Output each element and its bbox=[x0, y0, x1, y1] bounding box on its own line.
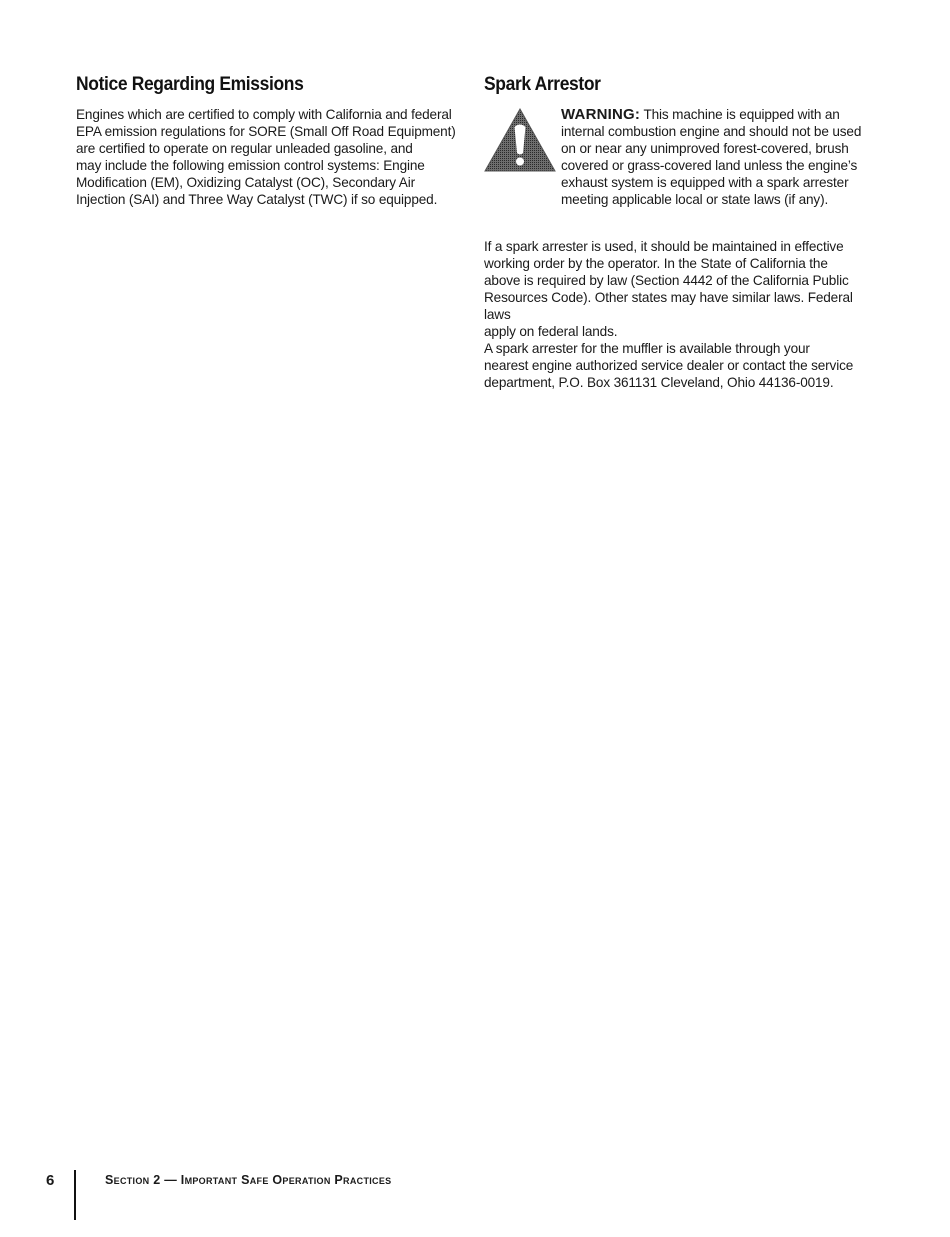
emissions-line: are certified to operate on regular unleaded gasoline, and bbox=[76, 141, 413, 156]
warning-label: WARNING: bbox=[561, 106, 641, 123]
paragraph-line: above is required by law (Section 4442 of the California Public bbox=[484, 273, 849, 288]
section-title: Section 2 — Important Safe Operation Practices bbox=[105, 1173, 392, 1187]
emissions-line: may include the following emission control systems: Engine bbox=[76, 158, 425, 173]
warning-line: internal combustion engine and should not be used bbox=[561, 124, 862, 139]
emissions-line: EPA emission regulations for SORE (Small Off Road Equipment) bbox=[76, 124, 456, 139]
paragraph-line: working order by the operator. In the State of California the bbox=[484, 256, 828, 271]
emissions-heading: Notice Regarding Emissions bbox=[76, 74, 304, 95]
emissions-line: Modification (EM), Oxidizing Catalyst (OC), Secondary Air bbox=[76, 175, 415, 190]
emissions-section bbox=[76, 72, 468, 208]
spark-arrestor-paragraph-2 bbox=[484, 340, 879, 391]
emissions-line: Engines which are certified to comply with California and federal bbox=[76, 107, 452, 122]
paragraph-line: A spark arrester for the muffler is available through your bbox=[484, 341, 810, 356]
warning-triangle-icon bbox=[484, 108, 556, 172]
paragraph-line: department, P.O. Box 361131 Cleveland, Ohio 44136-0019. bbox=[484, 375, 834, 390]
warning-text bbox=[561, 106, 879, 208]
warning-line: meeting applicable local or state laws (if any). bbox=[561, 192, 829, 207]
page-number: 6 bbox=[46, 1172, 55, 1189]
warning-line: on or near any unimproved forest-covered, brush bbox=[561, 141, 849, 156]
paragraph-line: If a spark arrester is used, it should be maintained in effective bbox=[484, 239, 844, 254]
spark-arrestor-paragraph-1 bbox=[484, 238, 879, 340]
emissions-line: Injection (SAI) and Three Way Catalyst (TWC) if so equipped. bbox=[76, 192, 438, 207]
spark-arrestor-section bbox=[484, 72, 879, 391]
footer-divider bbox=[74, 1170, 76, 1220]
page-footer bbox=[46, 1170, 646, 1220]
emissions-body bbox=[76, 106, 468, 208]
paragraph-line: nearest engine authorized service dealer or contact the service bbox=[484, 358, 854, 373]
warning-line: This machine is equipped with an bbox=[640, 107, 840, 122]
warning-line: exhaust system is equipped with a spark arrester bbox=[561, 175, 849, 190]
warning-line: covered or grass-covered land unless the engine’s bbox=[561, 158, 858, 173]
warning-block bbox=[484, 106, 879, 238]
spark-arrestor-heading: Spark Arrestor bbox=[484, 74, 601, 95]
paragraph-line: apply on federal lands. bbox=[484, 324, 618, 339]
paragraph-line: Resources Code). Other states may have similar laws. Federal laws bbox=[484, 290, 853, 322]
